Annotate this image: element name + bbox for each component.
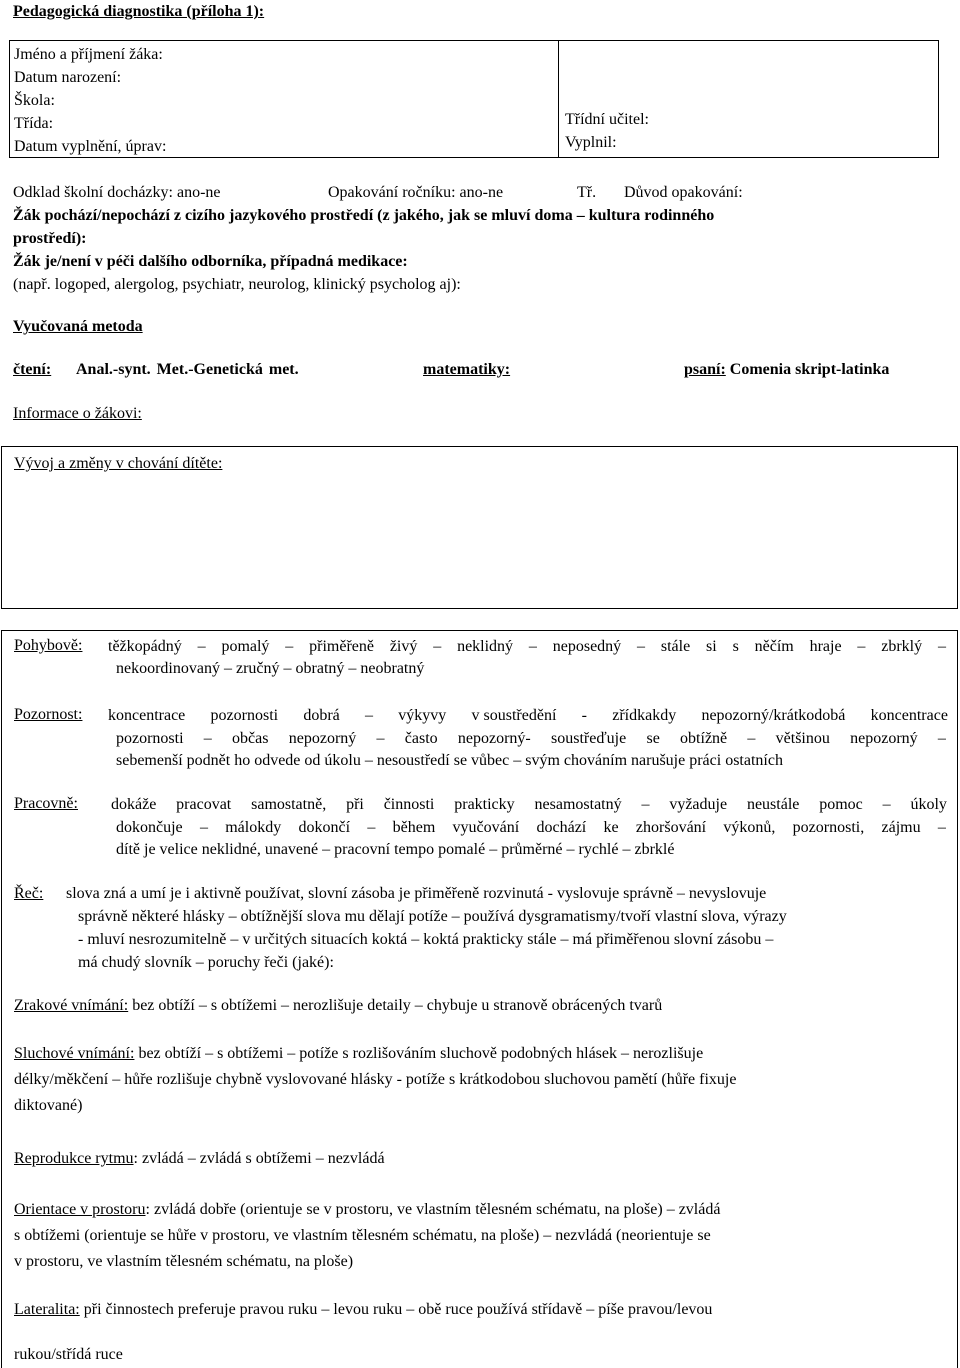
word: pracovat [176,796,232,813]
field-fill-date: Datum vyplnění, úprav: [14,138,167,155]
word: – [367,819,376,836]
writing-label: psaní: [684,361,726,378]
writing-block [684,359,889,381]
attention-line-3: sebemenší podnět ho odvede od úkolu – nesoustředí se vůbec – svým chováním narušuje práci ostatních [116,752,783,769]
field-student-name: Jméno a příjmení žáka: [14,46,163,63]
word: koncentrace [870,707,948,724]
language-line-1: Žák pochází/nepochází z cizího jazykového prostředí (z jakého, jak se mluví doma – kultura rodinného [13,207,715,224]
field-filled-by: Vyplnil: [565,134,617,151]
opakovani-label: Opakování ročníku: ano-ne [328,184,504,201]
word: zřídkakdy [612,707,677,724]
laterality-line-2: rukou/střídá ruce [14,1346,123,1363]
speech-line-2: správně některé hlásky – obtížnější slova mu dělají potíže – používá dysgramatismy/tvoří vlastní slova, výrazy [78,908,787,925]
laterality-line-1 [14,1299,712,1321]
speech-label-wrap [14,883,43,905]
word: výkyvy [398,707,447,724]
word: často [404,730,438,747]
word: během [392,819,436,836]
speech-line-1: slova zná a umí je i aktivně používat, slovní zásoba je přiměřeně rozvinutá - vyslovuje správně – nevyslovuje [66,885,767,902]
word: hraje [809,638,842,655]
attention-label-wrap [14,704,82,726]
word: občas [232,730,269,747]
word: nepozorný [288,730,357,747]
word: nesamostatný [534,796,622,813]
word: – [528,638,537,655]
word: výkonů, [723,819,776,836]
orientation-label: Orientace v prostoru [14,1201,146,1218]
word: koncentrace [108,707,186,724]
student-info-heading: Informace o žákovi: [13,405,142,422]
work-label-wrap [14,793,78,815]
math-label: matematiky: [423,361,511,378]
word: zhoršování [635,819,707,836]
word: obtížně [680,730,728,747]
language-line-2: prostředí): [13,230,87,247]
word: pomoc [819,796,863,813]
word: nepozorný- [457,730,531,747]
word: – [199,819,208,836]
specialists-line: (např. logoped, alergolog, psychiatr, neurolog, klinický psycholog aj): [13,276,461,293]
word: dochází [536,819,587,836]
word: - [581,707,587,724]
word: vyučování [452,819,520,836]
orientation-line-3: v prostoru, ve vlastním tělesném schématu, na ploše) [14,1253,354,1270]
info-left-column [10,41,559,157]
method-heading: Vyučovaná metoda [13,318,143,335]
word: prakticky [454,796,515,813]
word: – [937,730,946,747]
word: – [747,730,756,747]
info-right-column [559,41,938,157]
word: neustále [746,796,800,813]
rhythm [14,1148,385,1170]
word: pozornosti, [792,819,865,836]
attention-label: Pozornost: [14,706,83,723]
word: při [346,796,364,813]
word: zájmu [881,819,921,836]
word: samostatně, [251,796,327,813]
word: zbrklý [881,638,923,655]
word: – [365,707,374,724]
orientation-text-1: : zvládá dobře (orientuje se v prostoru, ve vlastním tělesném schématu, na ploše) – zvládá [145,1201,721,1218]
movement-line-2: nekoordinovaný – zručný – obratný – neobratný [116,660,425,677]
auditory-line-3: diktované) [14,1097,83,1114]
word: s [732,638,739,655]
duvod-label: Důvod opakování: [624,184,743,201]
visual-perception [14,995,662,1017]
word: pomalý [221,638,270,655]
word: – [882,796,891,813]
word: – [637,638,646,655]
movement-line-1 [108,635,946,658]
word: dokončuje [116,819,183,836]
word: činnosti [383,796,435,813]
visual-text: bez obtíží – s obtížemi – nerozlišuje detaily – chybuje u stranově obrácených tvarů [132,997,663,1014]
reading-method: Anal.-synt. Met.-Genetická met. [76,361,299,378]
field-birth-date: Datum narození: [14,69,122,86]
field-school: Škola: [14,92,55,109]
rhythm-text: : zvládá – zvládá s obtížemi – nezvládá [133,1150,385,1167]
laterality-text-1: při činnostech preferuje pravou ruku – levou ruku – obě ruce používá střídavě – píše pravou/levou [83,1301,713,1318]
word: neposedný [552,638,622,655]
care-line: Žák je/není v péči dalšího odborníka, případná medikace: [13,253,408,270]
behavior-heading: Vývoj a změny v chování dítěte: [14,455,223,472]
rhythm-label: Reprodukce rytmu [14,1150,134,1167]
word: – [937,819,946,836]
word: – [641,796,650,813]
word: těžkopádný [108,638,182,655]
word: většinou [775,730,830,747]
field-class: Třída: [14,115,54,132]
word: něčím [754,638,794,655]
attention-line-1 [108,704,948,727]
word: si [706,638,717,655]
movement-label: Pohybově: [14,637,83,654]
speech-line-4: má chudý slovník – poruchy řeči (jaké): [78,954,334,971]
word: nepozorný [850,730,918,747]
word: úkoly [910,796,947,813]
word: – [197,638,206,655]
work-line-1 [111,793,947,816]
orientation-line-2: s obtížemi (orientuje se hůře v prostoru, ve vlastním tělesném schématu, na ploše) – nezvládá (neorientuje se [14,1227,711,1244]
auditory-line-1 [14,1043,703,1065]
word: dokončí [298,819,351,836]
auditory-line-2: délky/měkčení – hůře rozlišuje chybně vyslovované hlásky - potíže s krátkodobou sluchovou pamětí (hůře fixuje [14,1071,737,1088]
word: vyžaduje [669,796,728,813]
odklad-label: Odklad školní docházky: ano-ne [13,184,221,201]
word: přiměřeně [309,638,374,655]
word: stále [660,638,691,655]
word: – [203,730,212,747]
word: živý [389,638,418,655]
word: pozornosti [116,730,184,747]
attention-line-2 [116,727,946,750]
word: neklidný [457,638,514,655]
document-title: Pedagogická diagnostika (příloha 1): [13,3,265,20]
auditory-label: Sluchové vnímání: [14,1045,135,1062]
work-line-3: dítě je velice neklidné, unavené – pracovní tempo pomalé – průměrné – rychlé – zbrklé [116,841,675,858]
word: málokdy [225,819,282,836]
word: dobrá [303,707,340,724]
word: – [376,730,385,747]
visual-label: Zrakové vnímání: [14,997,129,1014]
word: nepozorný/krátkodobá [701,707,846,724]
word: – [433,638,442,655]
behavior-box [1,446,958,609]
student-info-table [9,40,939,158]
speech-line-3: - mluví nesrozumitelně – v určitých situacích koktá – koktá prakticky stále – má přiměřenou slovní zásobu – [78,931,774,948]
work-label: Pracovně: [14,795,78,812]
word: soustřeďuje [551,730,627,747]
laterality-label: Lateralita: [14,1301,80,1318]
word: – [937,638,946,655]
word: v soustředění [471,707,557,724]
field-class-teacher: Třídní učitel: [565,111,649,128]
traits-box [1,630,958,1368]
word: – [857,638,866,655]
auditory-text-1: bez obtíží – s obtížemi – potíže s rozlišováním sluchově podobných hlásek – nerozlišuje [138,1045,704,1062]
writing-method: Comenia skript-latinka [729,361,890,378]
orientation-line-1 [14,1199,720,1221]
word: se [646,730,660,747]
reading-label: čtení: [13,361,52,378]
speech-label: Řeč: [14,885,44,902]
movement-label-wrap [14,635,82,657]
work-line-2 [116,816,946,839]
trida-short-label: Tř. [577,184,597,201]
word: – [285,638,294,655]
word: ke [603,819,619,836]
word: pozornosti [210,707,279,724]
word: dokáže [111,796,157,813]
